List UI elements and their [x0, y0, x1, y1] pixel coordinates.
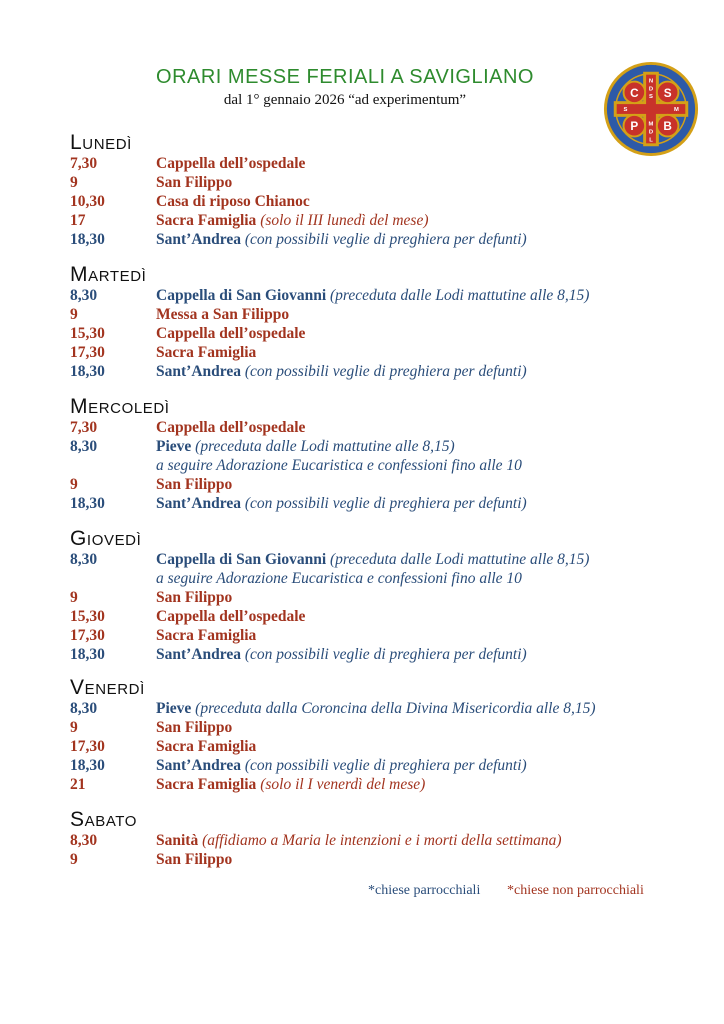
church-label: San Filippo — [156, 719, 233, 736]
legend-parish: *chiese parrocchiali — [368, 883, 481, 898]
mass-note: (preceduta dalle Lodi mattutine alle 8,15) — [330, 551, 590, 568]
medal-letter: C — [630, 86, 639, 100]
mass-time: 18,30 — [70, 363, 105, 380]
mass-time: 17,30 — [70, 738, 105, 755]
church-label: Sacra Famiglia — [156, 776, 257, 793]
church-name — [156, 550, 589, 569]
church-label: Sacra Famiglia — [156, 344, 257, 361]
church-name — [156, 173, 232, 192]
church-name — [156, 588, 232, 607]
church-label: Cappella dell’ospedale — [156, 325, 306, 342]
church-name — [156, 230, 527, 249]
church-label: Sant’Andrea — [156, 646, 241, 663]
mass-time: 8,30 — [70, 700, 98, 717]
day-heading: Mercoledì — [70, 395, 170, 418]
mass-note-continuation: a seguire Adorazione Eucaristica e confessioni fino alle 10 — [156, 457, 522, 474]
church-label: Cappella di San Giovanni — [156, 287, 327, 304]
church-label: Sacra Famiglia — [156, 738, 257, 755]
mass-note: (solo il I venerdì del mese) — [260, 776, 426, 793]
church-name — [156, 343, 256, 362]
mass-note: (con possibili veglie di preghiera per defunti) — [244, 495, 527, 512]
mass-time: 9 — [70, 719, 78, 736]
church-name — [156, 305, 289, 324]
church-label: Sacra Famiglia — [156, 212, 257, 229]
church-name — [156, 737, 256, 756]
medal-letter: P — [630, 120, 639, 134]
mass-note: (affidiamo a Maria le intenzioni e i morti della settimana) — [202, 832, 562, 849]
medal-letter: D — [648, 129, 654, 136]
church-name — [156, 154, 305, 173]
mass-note: (con possibili veglie di preghiera per defunti) — [244, 757, 527, 774]
medal-letter: N — [648, 78, 654, 85]
medal-letter: S — [649, 94, 653, 101]
medal-letter: M — [674, 106, 679, 113]
mass-note: (con possibili veglie di preghiera per defunti) — [244, 646, 527, 663]
church-label: San Filippo — [156, 589, 233, 606]
legend-non-parish: *chiese non parrocchiali — [507, 883, 644, 898]
medal-letter: S — [623, 106, 628, 113]
day-heading: Giovedì — [70, 527, 142, 550]
page-subtitle: dal 1° gennaio 2026 “ad experimentum” — [223, 92, 467, 108]
church-label: San Filippo — [156, 851, 233, 868]
church-label: Cappella dell’ospedale — [156, 155, 306, 172]
church-label: Sant’Andrea — [156, 495, 241, 512]
mass-time: 10,30 — [70, 193, 105, 210]
mass-time: 9 — [70, 174, 78, 191]
mass-note: (preceduta dalle Lodi mattutine alle 8,15) — [195, 438, 455, 455]
church-name — [156, 645, 527, 664]
mass-time: 18,30 — [70, 495, 105, 512]
mass-note: (con possibili veglie di preghiera per defunti) — [244, 363, 527, 380]
church-label: Cappella dell’ospedale — [156, 608, 306, 625]
church-label: Sant’Andrea — [156, 757, 241, 774]
mass-time: 9 — [70, 306, 78, 323]
mass-note: (preceduta dalla Coroncina della Divina Misericordia alle 8,15) — [195, 700, 596, 717]
mass-time: 8,30 — [70, 551, 98, 568]
mass-time: 15,30 — [70, 325, 105, 342]
mass-note: (con possibili veglie di preghiera per defunti) — [244, 231, 527, 248]
medal-top-word: PAX — [645, 64, 657, 71]
church-name — [156, 607, 305, 626]
medal-letter: B — [663, 120, 672, 134]
saint-benedict-medal-icon — [602, 60, 700, 158]
medal-letter: D — [648, 86, 654, 93]
mass-time: 7,30 — [70, 419, 98, 436]
mass-time: 21 — [70, 776, 86, 793]
mass-time: 8,30 — [70, 287, 98, 304]
day-heading: Sabato — [70, 808, 138, 831]
church-label: Casa di riposo Chianoc — [156, 193, 310, 210]
day-heading: Martedì — [70, 263, 147, 286]
medal-letter: L — [649, 137, 653, 144]
church-name — [156, 626, 256, 645]
day-heading: Lunedì — [70, 131, 132, 154]
church-name — [156, 475, 232, 494]
day-heading: Venerdì — [70, 676, 145, 699]
mass-time: 18,30 — [70, 757, 105, 774]
church-name — [156, 699, 596, 718]
church-label: Sanità — [156, 832, 199, 849]
mass-time: 17 — [70, 212, 86, 229]
church-label: Pieve — [156, 438, 192, 455]
church-name — [156, 756, 527, 775]
church-label: San Filippo — [156, 174, 233, 191]
church-name — [156, 192, 310, 211]
mass-time: 9 — [70, 851, 78, 868]
mass-time: 17,30 — [70, 627, 105, 644]
church-name — [156, 831, 562, 850]
church-label: Pieve — [156, 700, 192, 717]
church-label: Messa a San Filippo — [156, 306, 290, 323]
church-name — [156, 418, 305, 437]
church-name — [156, 437, 455, 456]
church-label: Sant’Andrea — [156, 363, 241, 380]
mass-note: (solo il III lunedì del mese) — [260, 212, 429, 229]
church-name — [156, 211, 429, 230]
medal-letter: M — [648, 121, 654, 128]
mass-time: 8,30 — [70, 832, 98, 849]
mass-time: 15,30 — [70, 608, 105, 625]
church-label: San Filippo — [156, 476, 233, 493]
page-title: ORARI MESSE FERIALI A SAVIGLIANO — [156, 66, 534, 88]
mass-time: 18,30 — [70, 646, 105, 663]
medal-letter: S — [663, 86, 672, 100]
church-label: Cappella di San Giovanni — [156, 551, 327, 568]
church-name — [156, 324, 305, 343]
church-label: Sant’Andrea — [156, 231, 241, 248]
church-label: Sacra Famiglia — [156, 627, 257, 644]
mass-note: (preceduta dalle Lodi mattutine alle 8,15) — [330, 287, 590, 304]
church-name — [156, 494, 527, 513]
church-name — [156, 362, 527, 381]
mass-note-continuation: a seguire Adorazione Eucaristica e confessioni fino alle 10 — [156, 570, 522, 587]
mass-time: 17,30 — [70, 344, 105, 361]
mass-time: 7,30 — [70, 155, 98, 172]
mass-time: 9 — [70, 476, 78, 493]
mass-time: 8,30 — [70, 438, 98, 455]
mass-time: 9 — [70, 589, 78, 606]
church-label: Cappella dell’ospedale — [156, 419, 306, 436]
church-name — [156, 775, 425, 794]
mass-time: 18,30 — [70, 231, 105, 248]
church-name — [156, 850, 232, 869]
church-name — [156, 718, 232, 737]
church-name — [156, 286, 589, 305]
